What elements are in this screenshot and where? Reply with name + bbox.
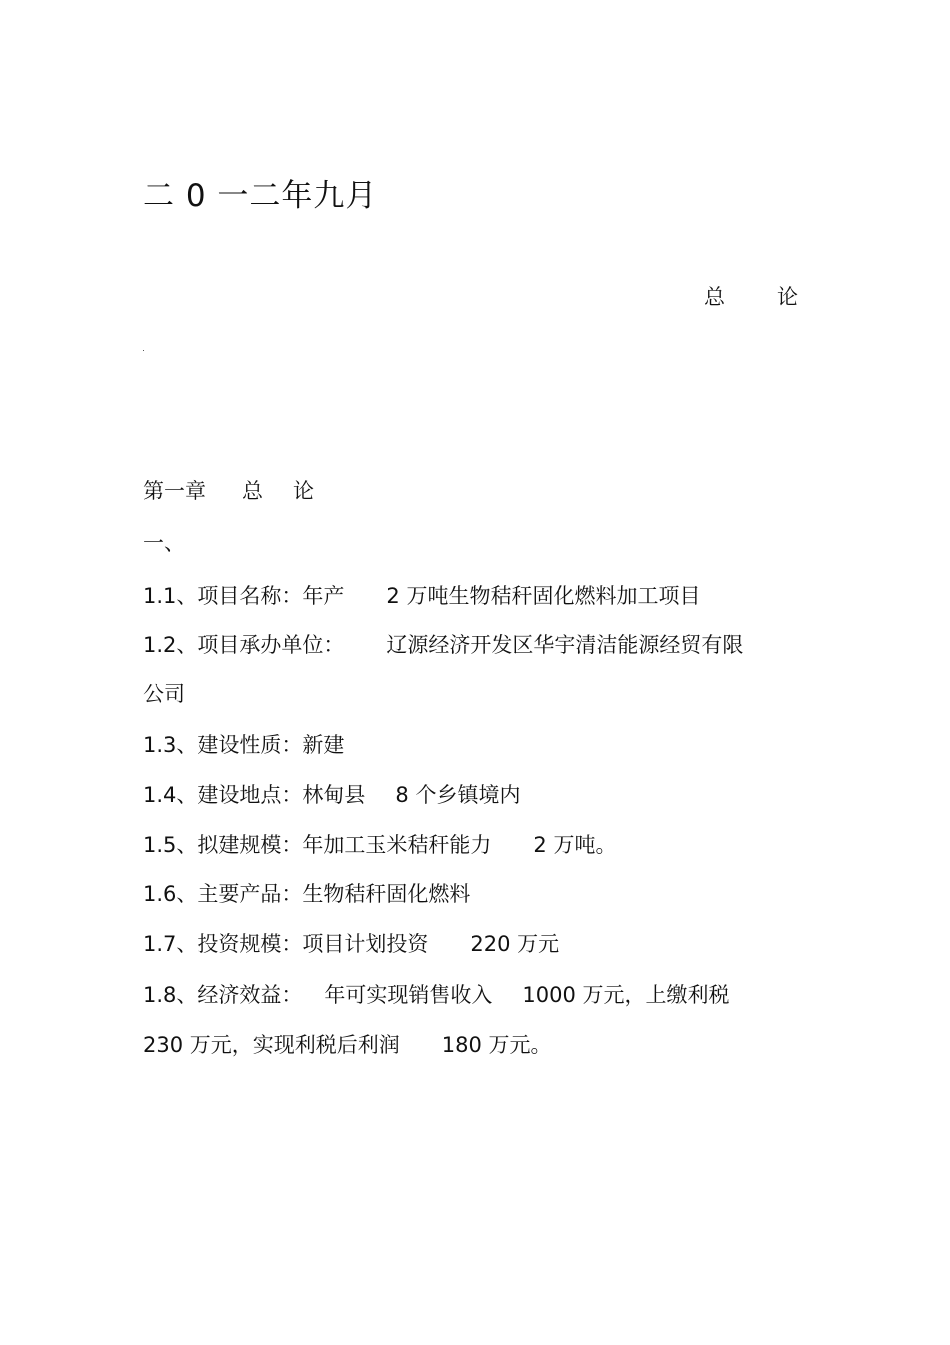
item-organizer-value: 辽源经济开发区华宇清洁能源经贸有限 [386,633,744,657]
item-main-product: 1.6、主要产品：生物秸秆固化燃料 [143,882,471,906]
item-investment-value: 220 万元 [470,932,560,956]
chapter-char-2: 论 [293,479,314,503]
document-date: 二 0 一二年九月 [143,178,378,214]
header-char-2: 论 [777,285,798,309]
item-scale-label: 1.5、拟建规模：年加工玉米秸秆能力 [143,833,492,857]
item-location-value: 8 个乡镇境内 [395,783,521,807]
item-construction-type: 1.3、建设性质：新建 [143,733,345,757]
item-project-name-label: 1.1、项目名称：年产 [143,584,345,608]
chapter-char-1: 总 [242,479,263,503]
chapter-label: 第一章 [143,479,206,503]
running-header [704,281,798,311]
item-economic-benefit-label: 1.8、经济效益： [143,983,303,1007]
item-economic-benefit-sales: 年可实现销售收入 [324,983,493,1007]
item-investment-label: 1.7、投资规模：项目计划投资 [143,932,429,956]
chapter-heading [143,476,314,506]
stray-dot [143,350,144,351]
item-economic-benefit-continued [143,1030,552,1060]
item-project-name-value: 2 万吨生物秸秆固化燃料加工项目 [386,584,701,608]
item-investment [143,929,559,959]
item-scale [143,830,616,860]
item-organizer [143,630,743,660]
item-location [143,780,520,810]
item-economic-benefit-amount: 1000 万元，上缴利税 [522,983,730,1007]
item-economic-benefit-tax: 230 万元，实现利税后利润 [143,1033,400,1057]
item-organizer-label: 1.2、项目承办单位： [143,633,345,657]
section-number: 一、 [143,531,185,555]
item-location-label: 1.4、建设地点：林甸县 [143,783,366,807]
item-project-name [143,581,700,611]
item-scale-value: 2 万吨。 [533,833,617,857]
item-economic-benefit-profit: 180 万元。 [441,1033,552,1057]
header-char-1: 总 [704,285,725,309]
item-organizer-continued: 公司 [143,682,185,706]
item-economic-benefit [143,980,730,1010]
